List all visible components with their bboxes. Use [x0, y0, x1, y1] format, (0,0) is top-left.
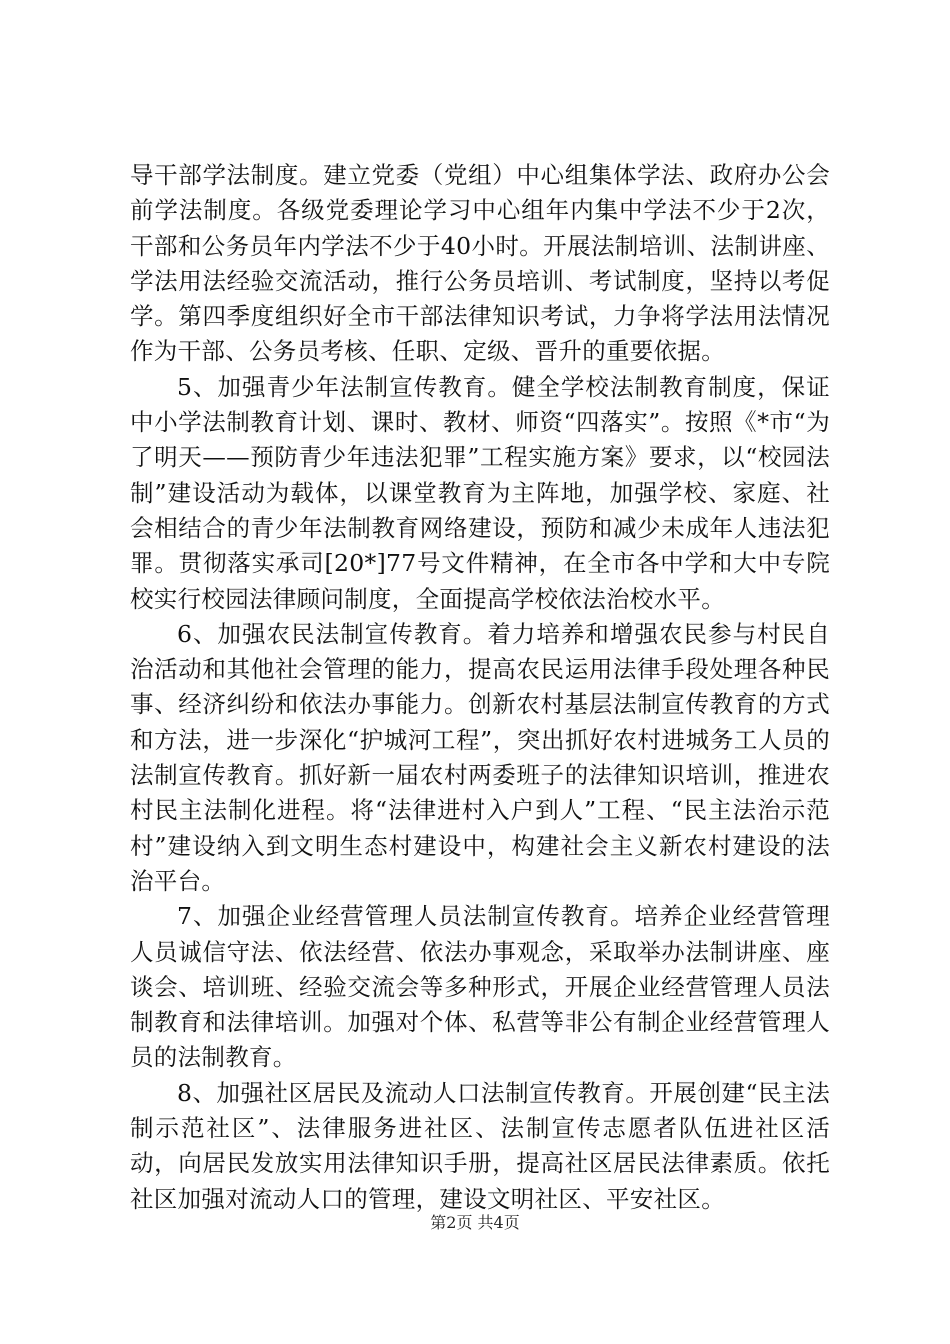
page-number-footer: 第2页 共4页	[430, 1213, 520, 1232]
paragraph-item-5: 5、加强青少年法制宣传教育。健全学校法制教育制度，保证中小学法制教育计划、课时、教材、师资“四落实”。按照《*市“为了明天——预防青少年违法犯罪”工程实施方案》要求，以“校园法制”建设活动为载体，以课堂教育为主阵地，加强学校、家庭、社会相结合的青少年法制教育网络建设，预防和减少未成年人违法犯罪。贯彻落实承司[20*]77号文件精神，在全市各中学和大中专院校实行校园法律顾问制度，全面提高学校依法治校水平。	[130, 372, 830, 613]
paragraph-item-8: 8、加强社区居民及流动人口法制宣传教育。开展创建“民主法制示范社区”、法律服务进社区、法制宣传志愿者队伍进社区活动，向居民发放实用法律知识手册，提高社区居民法律素质。依托社区加强对流动人口的管理，建设文明社区、平安社区。	[130, 1078, 830, 1213]
paragraph-item-6: 6、加强农民法制宣传教育。着力培养和增强农民参与村民自治活动和其他社会管理的能力，提高农民运用法律手段处理各种民事、经济纠纷和依法办事能力。创新农村基层法制宣传教育的方式和方法，进一步深化“护城河工程”，突出抓好农村进城务工人员的法制宣传教育。抓好新一届农村两委班子的法律知识培训，推进农村民主法制化进程。将“法律进村入户到人”工程、“民主法治示范村”建设纳入到文明生态村建设中，构建社会主义新农村建设的法治平台。	[130, 619, 830, 895]
paragraph-item-7: 7、加强企业经营管理人员法制宣传教育。培养企业经营管理人员诚信守法、依法经营、依法办事观念，采取举办法制讲座、座谈会、培训班、经验交流会等多种形式，开展企业经营管理人员法制教育和法律培训。加强对个体、私营等非公有制企业经营管理人员的法制教育。	[130, 902, 830, 1072]
document-body	[130, 158, 830, 1217]
paragraph-intro-continuation: 导干部学法制度。建立党委（党组）中心组集体学法、政府办公会前学法制度。各级党委理论学习中心组年内集中学法不少于2次，干部和公务员年内学法不少于40小时。开展法制培训、法制讲座、学法用法经验交流活动，推行公务员培训、考试制度，坚持以考促学。第四季度组织好全市干部法律知识考试，力争将学法用法情况作为干部、公务员考核、任职、定级、晋升的重要依据。	[130, 161, 830, 366]
